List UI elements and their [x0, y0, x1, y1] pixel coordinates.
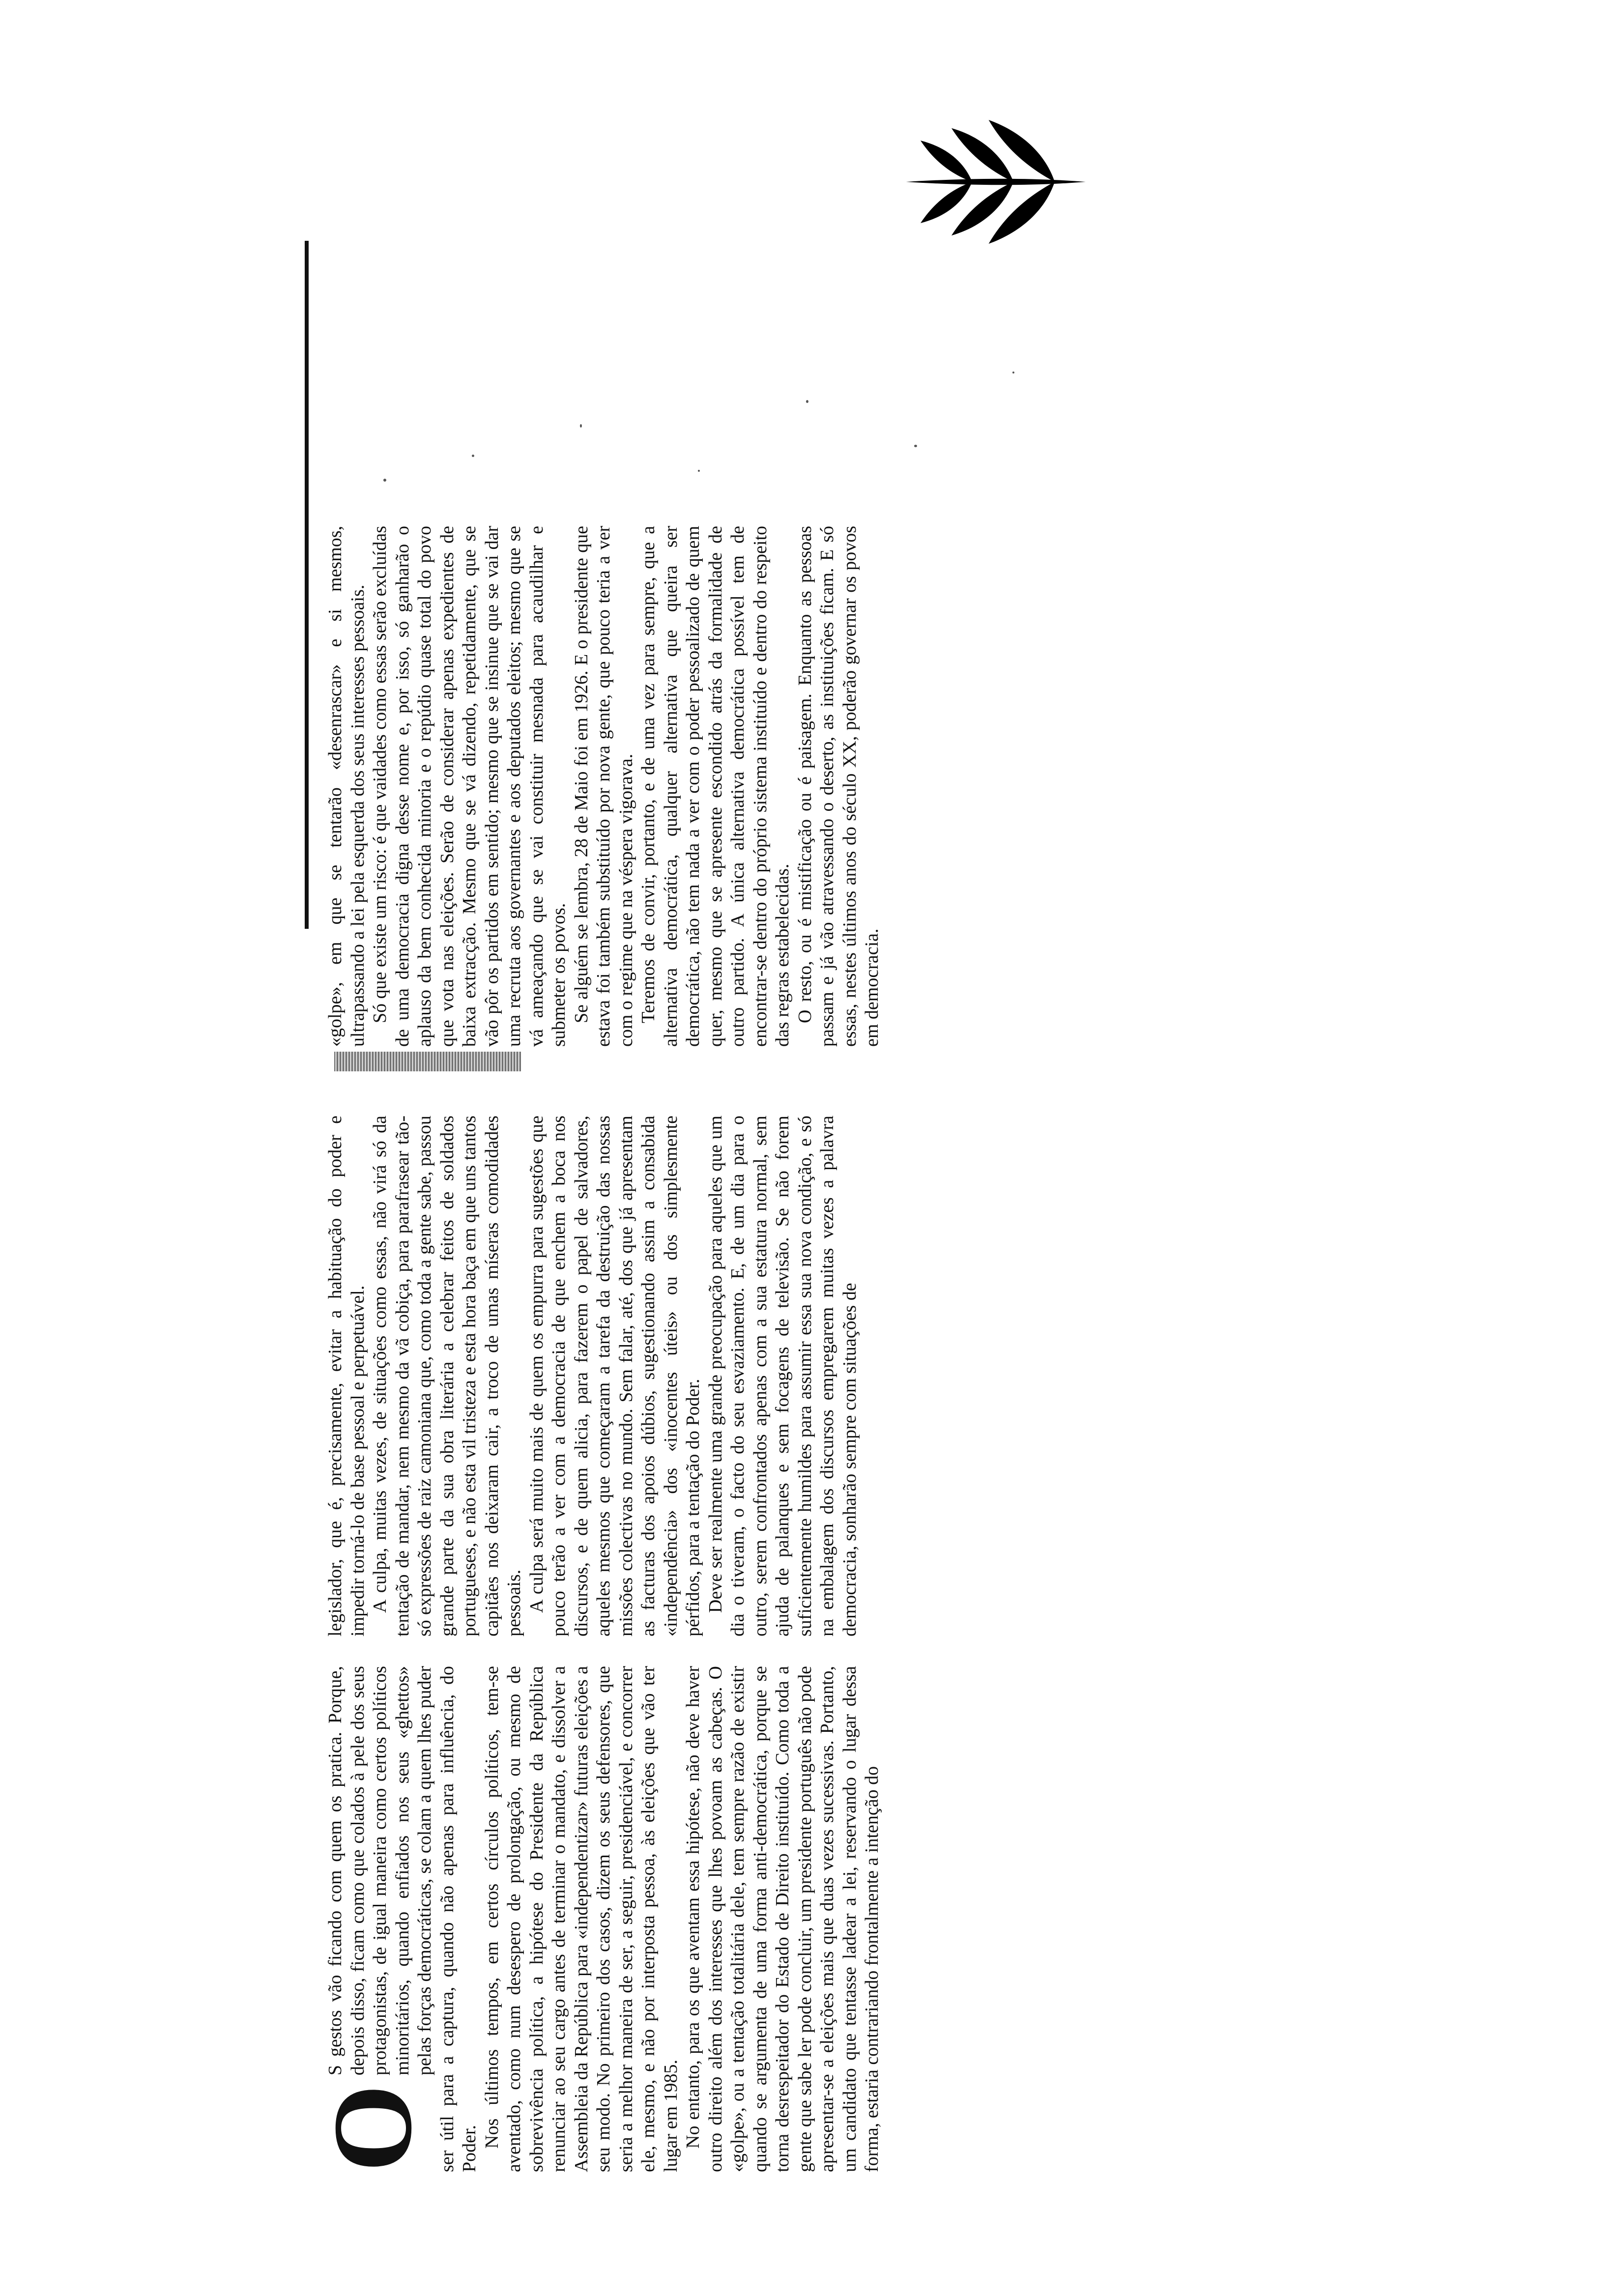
scan-margin-noise — [324, 295, 1111, 501]
paragraph: Se alguém se lembra, 28 de Maio foi em 1926. E o presidente que estava foi também substituído por nova gente, que pouco teria a ver com o regime que na véspera vigorava. — [571, 526, 636, 1047]
paragraph: Deve ser realmente uma grande preocupação para aqueles que um dia o tiveram, o facto do seu esvaziamento. E, de um dia para o outro, serem confrontados apenas com a sua estatura normal, sem ajuda de palanques e sem focagens de televisão. Se não forem suficientemente humildes para assumir essa sua nova condição, e só na embalagem dos discursos empregarem muitas vezes a palavra democracia, sonharão sempre com situações de — [705, 1116, 860, 1636]
paragraph: A culpa será muito mais de quem os empurra para sugestões que pouco terão a ver com a democracia de que enchem a boca nos discursos, e de quem alicia, para fazerem o papel de salvadores, aqueles mesmos que começaram a tarefa da destruição das nossas missões colectivas no mundo. Sem falar, até, dos que já apresentam as facturas dos apoios dúbios, sugestionando assim a consabida «independência» dos «inocentes úteis» ou dos simplesmente pérfidos, para a tentação do Poder. — [526, 1116, 703, 1636]
paragraph: Nos últimos tempos, em certos círculos políticos, tem-se aventado, como num desespero de prolongação, ou mesmo de sobrevivência política, a hipótese do Presidente da República renunciar ao seu cargo antes de terminar o mandato, e dissolver a Assembleia da República para «independentizar» futuras eleições a seu modo. No primeiro dos casos, dizem os seus defensores, que seria a melhor maneira de ser, a seguir, presidenciável, e concorrer ele, mesmo, e não por interposta pessoa, às eleições que vão ter lugar em 1985. — [481, 1666, 681, 2172]
paragraph: No entanto, para os que aventam essa hipótese, não deve haver outro direito além dos interesses que lhes povoam as cabeças. O «golpe», ou a tentação totalitária dele, tem sempre razão de existir quando se argumenta de uma forma anti-democrática, porque se torna desrespeitador do Estado de Direito instituído. Como toda a gente que sabe ler pode concluir, um presidente português não pode apresentar-se a eleições mais que duas vezes sucessivas. Portanto, um candidato que tentasse ladear a lei, reservando o lugar dessa forma, estaria contrariando frontalmente a intenção do — [683, 1666, 882, 2172]
paragraph: Só que existe um risco: é que vaidades como essas serão excluídas de uma democracia digna desse nome e, por isso, só ganharão o aplauso da bem conhecida minoria e o repúdio quase total do povo que vota nas eleições. Serão de considerar apenas expedientes de baixa extracção. Mesmo que se vá dizendo, repetidamente, que se vão pôr os partidos em sentido; mesmo que se insinue que se vai dar uma recruta aos governantes e aos deputados eleitos; mesmo que se vá ameaçando que se vai constituir mesnada para acaudilhar e submeter os povos. — [370, 526, 569, 1047]
top-rule — [305, 241, 309, 929]
article-column-middle — [324, 1116, 1111, 1636]
article-column-right — [324, 526, 1111, 1047]
drop-cap: O — [310, 2084, 435, 2172]
paragraph: S gestos vão ficando com quem os pratica. Porque, depois disso, ficam como que colados à pele dos seus protagonistas, de igual maneira como certos políticos minoritários, quando enfiados nos seus «ghettos» pelas forças democráticas, se colam a quem lhes puder ser útil para a captura, quando não apenas para influência, do Poder. — [325, 1666, 480, 2172]
article-column-left — [310, 1666, 1111, 2172]
paragraph: A culpa, muitas vezes, de situações como essas, não virá só da tentação de mandar, nem mesmo da vã cobiça, para parafrasear tão-só expressões de raiz camoniana que, como toda a gente sabe, passou grande parte da sua obra literária a celebrar feitos de soldados portugueses, e não esta vil tristeza e esta hora baça em que uns tantos capitães nos deixaram cair, a troco de umas míseras comodidades pessoais. — [370, 1116, 524, 1636]
paragraph: legislador, que é, precisamente, evitar a habituação do poder e impedir torná-lo de base pessoal e perpetuável. — [325, 1116, 368, 1636]
wheat-emblem-icon — [890, 79, 1096, 285]
paragraph: Teremos de convir, portanto, e de uma vez para sempre, que a alternativa democrática, qualquer alternativa que queira ser democrática, não tem nada a ver com o poder pessoalizado de quem quer, mesmo que se apresente escondido atrás da formalidade de outro partido. A única alternativa democrática possível tem de encontrar-se dentro do próprio sistema instituído e dentro do respeito das regras estabelecidas. — [638, 526, 793, 1047]
paragraph: «golpe», em que se tentarão «desenrascar» e si mesmos, ultrapassando a lei pela esquerda dos seus interesses pessoais. — [325, 526, 368, 1047]
paragraph: O resto, ou é mistificação ou é paisagem. Enquanto as pessoas passam e já vão atravessando o deserto, as instituições ficam. E só essas, nestes últimos anos do século XX, poderão governar os povos em democracia. — [794, 526, 882, 1047]
scan-noise — [334, 1052, 521, 1071]
newspaper-clipping — [310, 69, 1121, 2172]
